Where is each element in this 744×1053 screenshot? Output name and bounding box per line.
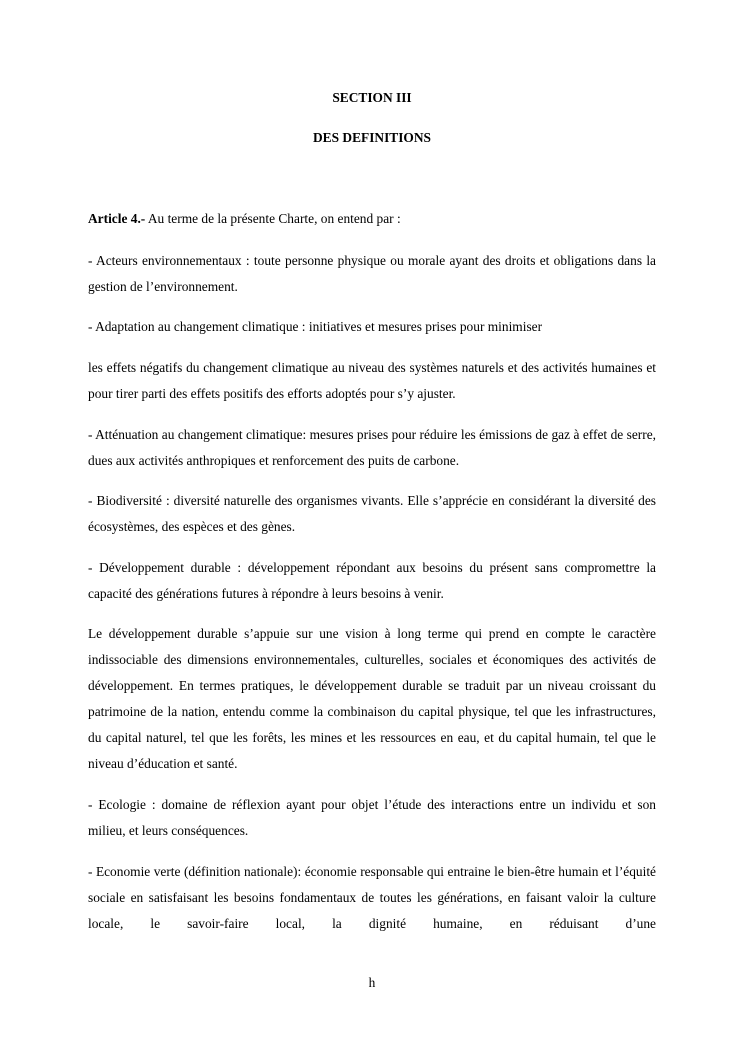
definition-adaptation-cont: les effets négatifs du changement climatique au niveau des systèmes naturels et des activités humaines et pour tirer parti des effets positifs des efforts adoptés pour s’y ajuster. bbox=[88, 360, 656, 401]
definition-acteurs: - Acteurs environnementaux : toute personne physique ou morale ayant des droits et obligations dans la gestion de l’environnement. bbox=[88, 253, 656, 294]
article-intro bbox=[88, 206, 656, 232]
paragraph-developpement-durable: Le développement durable s’appuie sur une vision à long terme qui prend en compte le caractère indissociable des dimensions environnementales, culturelles, sociales et économiques des activités de développement. En termes pratiques, le développement durable se traduit par un niveau croissant du patrimoine de la nation, entendu comme la combinaison du capital physique, tel que les infrastructures, du capital naturel, tel que les forêts, les mines et les ressources en eau, et du capital humain, tel que le niveau d’éducation et santé. bbox=[88, 626, 656, 771]
article-label: Article 4.- bbox=[88, 211, 146, 226]
definition-attenuation: - Atténuation au changement climatique: mesures prises pour réduire les émissions de gaz à effet de serre, dues aux activités anthropiques et renforcement des puits de carbone. bbox=[88, 427, 656, 468]
section-title: SECTION III bbox=[332, 90, 412, 105]
definition-biodiversite: - Biodiversité : diversité naturelle des organismes vivants. Elle s’apprécie en considérant la diversité des écosystèmes, des espèces et des gènes. bbox=[88, 493, 656, 534]
article-intro-text: Au terme de la présente Charte, on entend par : bbox=[145, 211, 401, 226]
page-number: h bbox=[368, 975, 376, 990]
definition-economie-verte: - Economie verte (définition nationale): économie responsable qui entraine le bien-être humain et l’équité sociale en satisfaisant les besoins fondamentaux de toutes les générations, en faisant valoir la culture locale, le savoir-faire local, la dignité humaine, en réduisant d’une bbox=[88, 864, 656, 931]
definition-ecologie: - Ecologie : domaine de réflexion ayant pour objet l’étude des interactions entre un individu et son milieu, et leurs conséquences. bbox=[88, 797, 656, 838]
definition-adaptation: - Adaptation au changement climatique : initiatives et mesures prises pour minimiser bbox=[88, 319, 543, 334]
section-subtitle: DES DEFINITIONS bbox=[313, 130, 431, 145]
definition-developpement-durable: - Développement durable : développement répondant aux besoins du présent sans compromettre la capacité des générations futures à répondre à leurs besoins à venir. bbox=[88, 560, 656, 601]
